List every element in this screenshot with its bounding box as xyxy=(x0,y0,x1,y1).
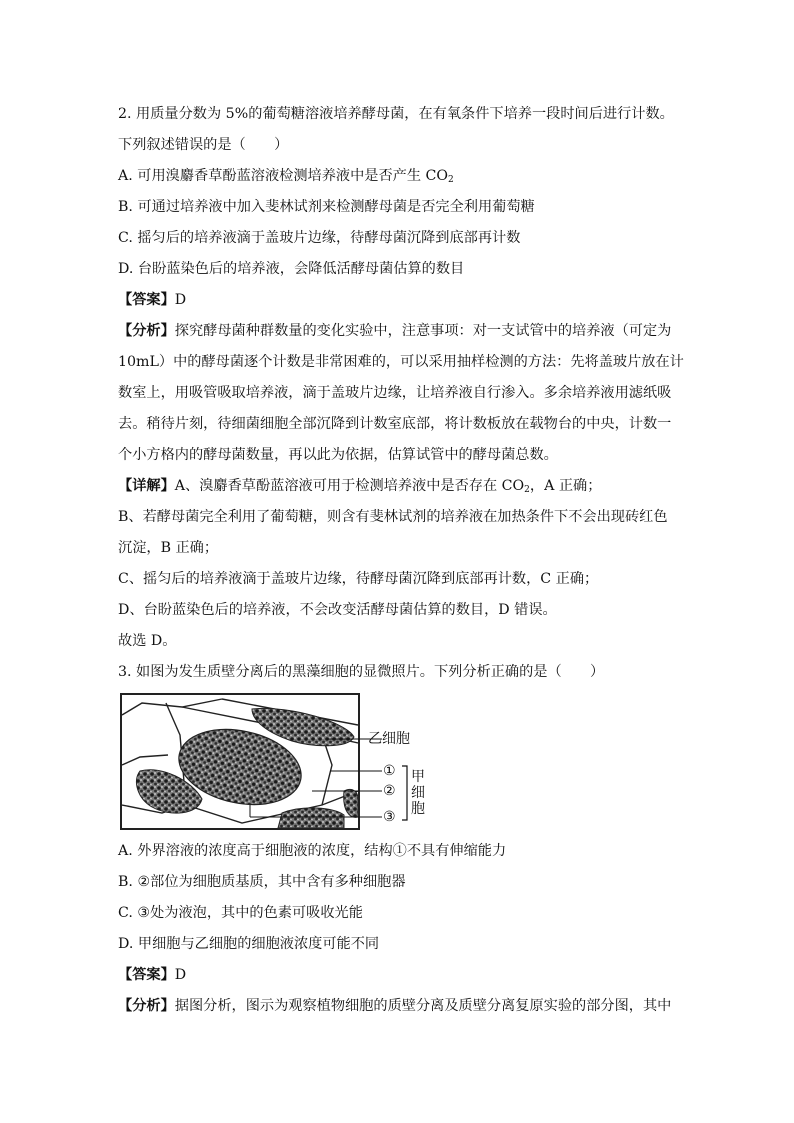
q2-analysis-text1: 探究酵母菌种群数量的变化实验中，注意事项：对一支试管中的培养液（可定为 xyxy=(174,323,672,339)
q2-detail-tag: 【详解】 xyxy=(118,478,175,494)
q3-answer-tag: 【答案】 xyxy=(118,967,175,983)
q3-answer xyxy=(118,965,186,985)
q2-analysis-line1 xyxy=(118,321,671,341)
q2-detail-a-text: A、溴麝香草酚蓝溶液可用于检测培养液中是否存在 CO xyxy=(174,478,525,494)
bracket-icon xyxy=(400,764,410,824)
q2-option-c: C. 摇匀后的培养液滴于盖玻片边缘，待酵母菌沉降到底部再计数 xyxy=(118,230,521,246)
label-jia-2: 细 xyxy=(411,785,425,801)
q2-analysis-line3: 数室上，用吸管吸取培养液，滴于盖玻片边缘，让培养液自行渗入。多余培养液用滤纸吸 xyxy=(118,385,672,401)
q3-option-b: B. ②部位为细胞质基质，其中含有多种细胞器 xyxy=(118,874,406,890)
q3-answer-value: D xyxy=(174,967,187,983)
q3-stem: 3. 如图为发生质壁分离后的黑藻细胞的显微照片。下列分析正确的是（ ） xyxy=(118,664,605,680)
q2-analysis-tag: 【分析】 xyxy=(118,323,175,339)
q2-stem-line2: 下列叙述错误的是（ ） xyxy=(118,137,289,153)
q2-analysis-line5: 个小方格内的酵母菌数量，再以此为依据，估算试管中的酵母菌总数。 xyxy=(118,447,558,463)
q3-analysis-tag: 【分析】 xyxy=(118,998,175,1014)
marker-1: ① xyxy=(383,763,396,779)
q2-option-a-text: A. 可用溴麝香草酚蓝溶液检测培养液中是否产生 CO xyxy=(118,168,449,184)
q2-answer-tag: 【答案】 xyxy=(118,292,175,308)
q2-option-b: B. 可通过培养液中加入斐林试剂来检测酵母菌是否完全利用葡萄糖 xyxy=(118,199,535,215)
q2-conclusion: 故选 D。 xyxy=(118,633,177,649)
q2-detail-a-end: ，A 正确； xyxy=(529,478,602,494)
q2-answer-value: D xyxy=(174,292,187,308)
q2-detail-c: C、摇匀后的培养液滴于盖玻片边缘，待酵母菌沉降到底部再计数，C 正确； xyxy=(118,571,599,587)
q3-option-d: D. 甲细胞与乙细胞的细胞液浓度可能不同 xyxy=(118,936,380,952)
q2-option-a xyxy=(118,166,454,190)
q2-option-d: D. 台盼蓝染色后的培养液，会降低活酵母菌估算的数目 xyxy=(118,261,465,277)
q3-analysis-line1 xyxy=(118,996,671,1016)
q2-analysis-line4: 去。稍待片刻，待细菌细胞全部沉降到计数室底部，将计数板放在载物台的中央，计数一 xyxy=(118,416,672,432)
marker-2: ② xyxy=(383,783,396,799)
q3-analysis-text1: 据图分析，图示为观察植物细胞的质壁分离及质壁分离复原实验的部分图，其中 xyxy=(174,998,672,1014)
q2-detail-b2: 沉淀，B 正确； xyxy=(118,540,219,556)
label-yi-cell: 乙细胞 xyxy=(368,731,410,747)
micrograph-figure xyxy=(120,693,360,830)
q2-analysis-line2: 10mL）中的酵母菌逐个计数是非常困难的，可以采用抽样检测的方法：先将盖玻片放在计 xyxy=(118,354,684,370)
q2-detail-a xyxy=(118,476,601,500)
q2-detail-d: D、台盼蓝染色后的培养液，不会改变活酵母菌估算的数目，D 错误。 xyxy=(118,602,557,618)
q3-option-a: A. 外界溶液的浓度高于细胞液的浓度，结构①不具有伸缩能力 xyxy=(118,843,507,859)
q2-stem-line1: 2. 用质量分数为 5%的葡萄糖溶液培养酵母菌，在有氧条件下培养一段时间后进行计数。 xyxy=(118,106,674,122)
q2-detail-a-subscript: 2 xyxy=(524,485,530,495)
q2-answer xyxy=(118,290,186,310)
q2-option-a-subscript: 2 xyxy=(448,175,454,185)
marker-3: ③ xyxy=(383,809,396,825)
label-jia-3: 胞 xyxy=(411,801,425,817)
micrograph-image xyxy=(122,695,358,828)
q2-detail-b1: B、若酵母菌完全利用了葡萄糖，则含有斐林试剂的培养液在加热条件下不会出现砖红色 xyxy=(118,509,668,525)
q3-option-c: C. ③处为液泡，其中的色素可吸收光能 xyxy=(118,905,363,921)
label-jia-1: 甲 xyxy=(411,769,425,785)
